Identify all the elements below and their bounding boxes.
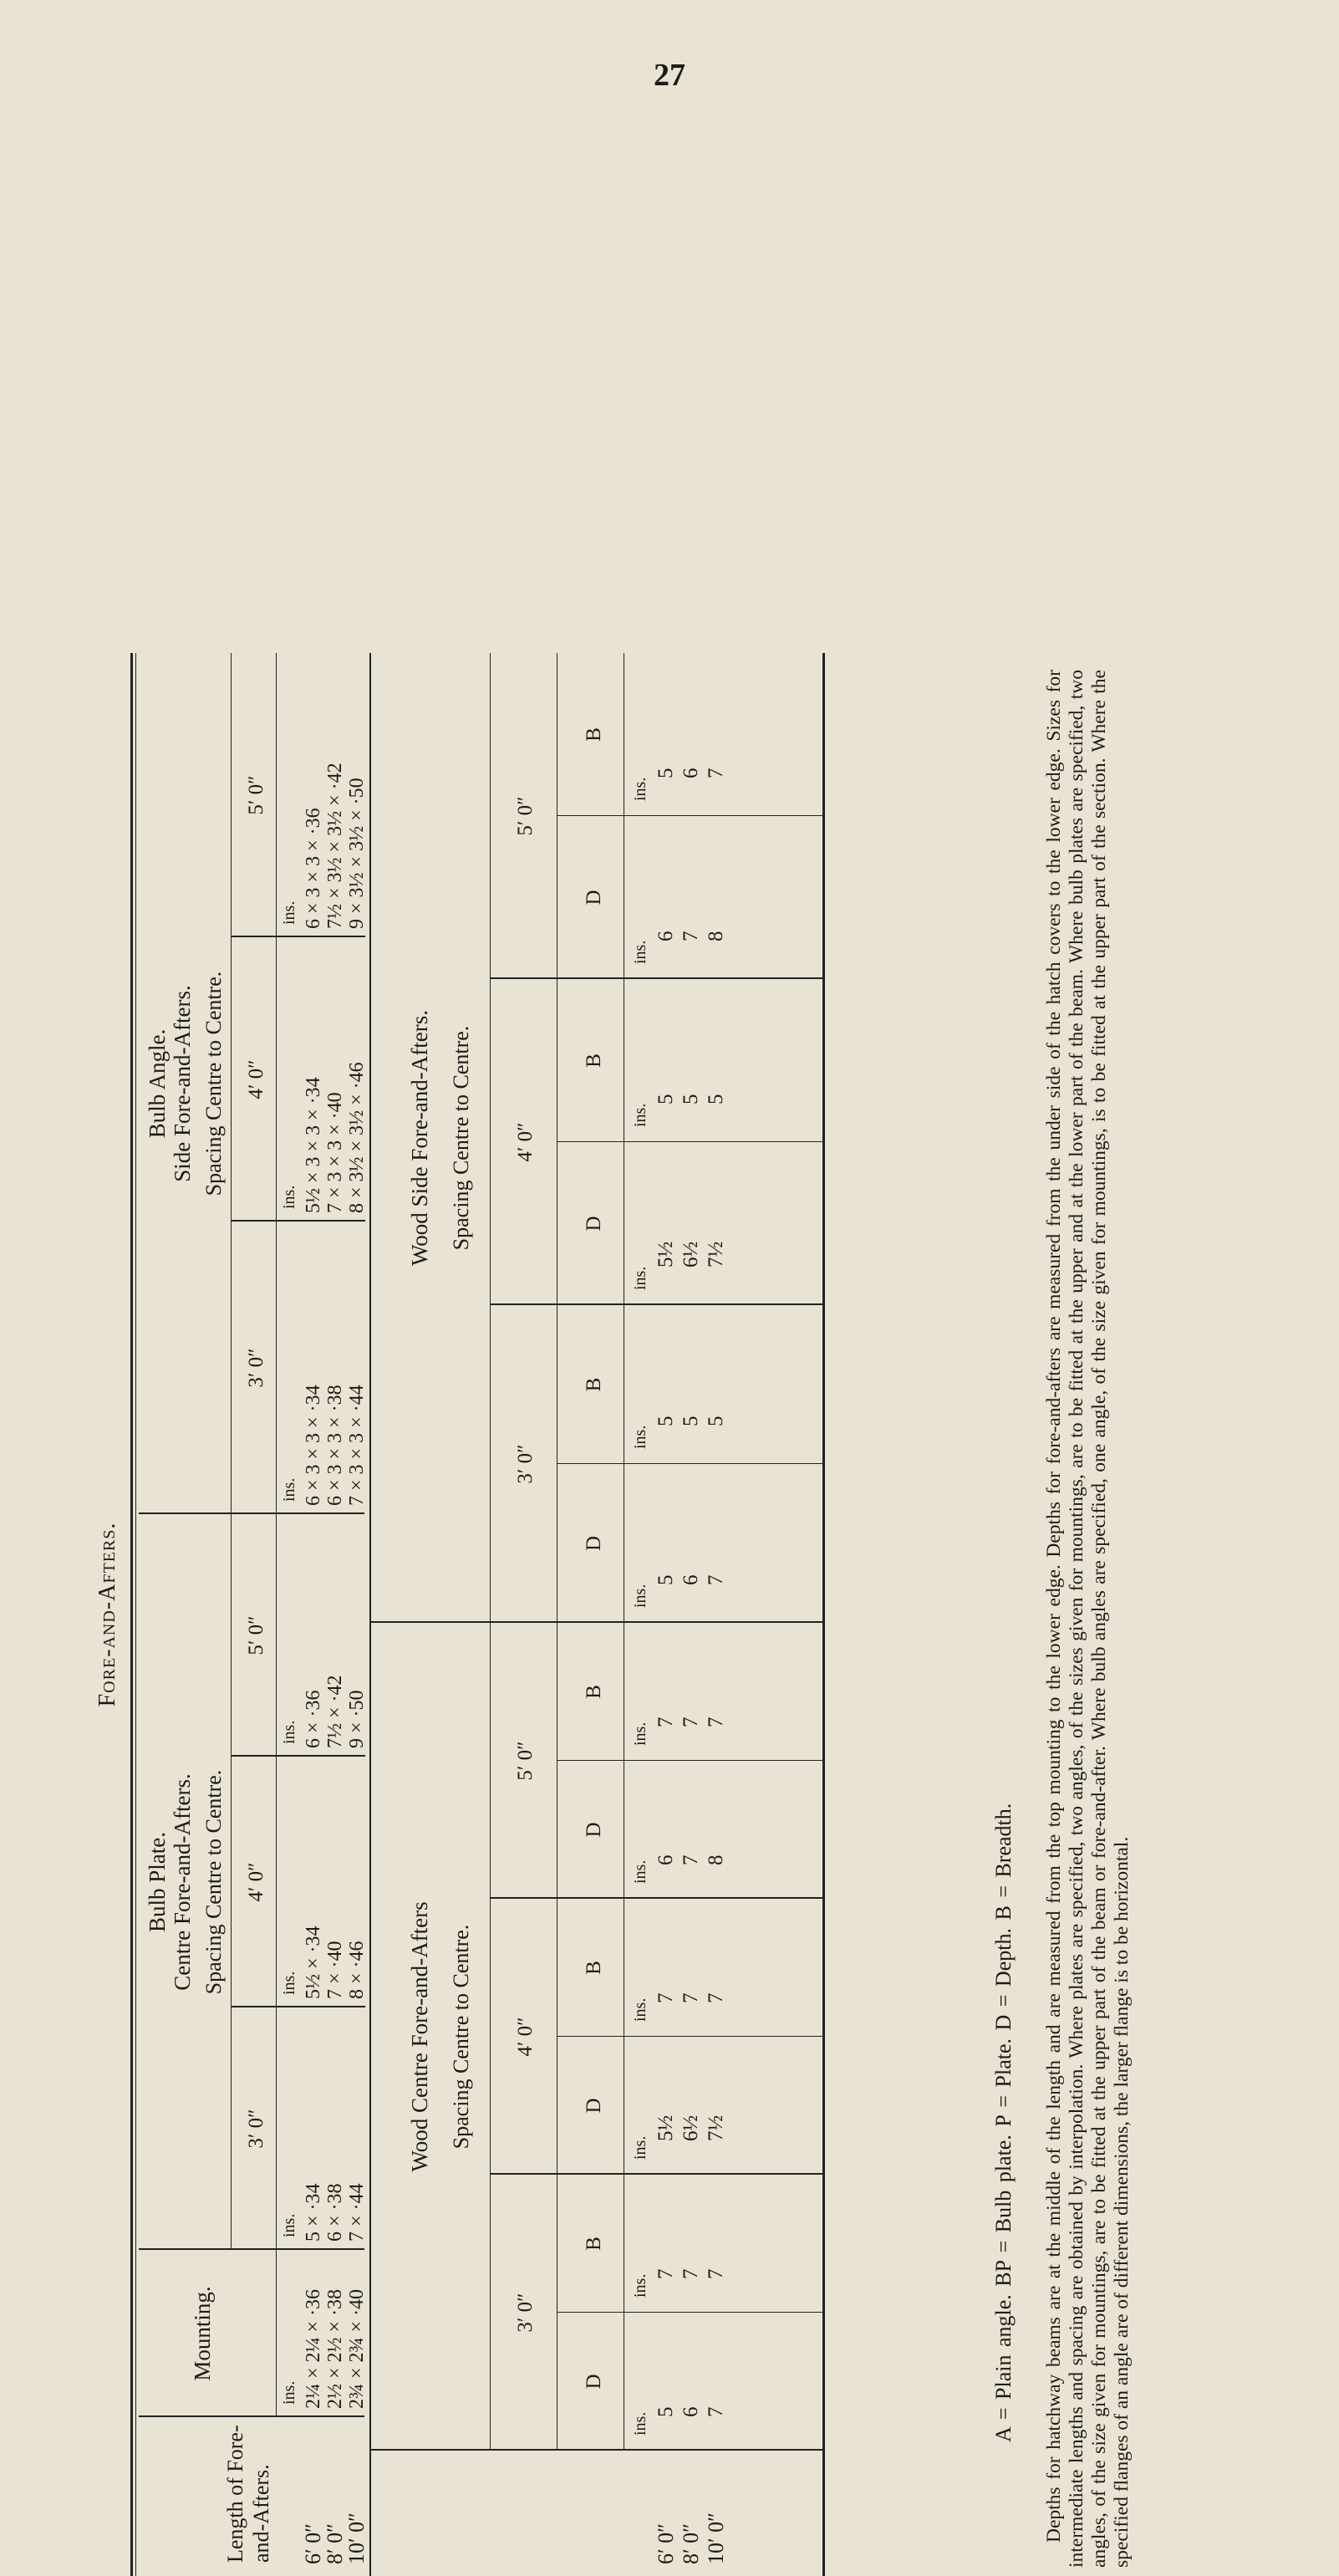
breadth-header: B [583, 1961, 605, 1975]
spacing-header: Spacing Centre to Centre. [449, 1924, 473, 2150]
ws3-b [654, 1416, 729, 1427]
units: ins. [280, 2213, 298, 2237]
cell: 2½ × 2½ × ·38 [324, 2288, 346, 2409]
cell: 7½ × ·42 [324, 1675, 346, 1748]
length-value: 8′ 0″ [323, 2522, 347, 2564]
cell: 2¼ × 2¼ × ·36 [303, 2288, 324, 2409]
spacing-5ft: 5′ 0″ [514, 1741, 537, 1781]
table-title: Fore-and-Afters. [94, 1522, 120, 1707]
cell: 7 × ·44 [346, 2183, 368, 2242]
cell: 5 [680, 1416, 702, 1426]
spacing-3ft: 3′ 0″ [514, 1444, 537, 1484]
spacing-4ft: 4′ 0″ [514, 2017, 537, 2057]
depth-header: D [583, 890, 605, 905]
mounting-header: Mounting. [190, 2286, 215, 2381]
cell: 8 [705, 931, 727, 941]
breadth-header: B [583, 1685, 605, 1699]
cell: 6 [680, 1574, 702, 1585]
units: ins. [280, 1185, 298, 1209]
spacing-header: Spacing Centre to Centre. [201, 1769, 226, 1995]
rule [231, 653, 232, 2250]
cell: 8 × ·46 [346, 1941, 368, 1999]
table-bottom-rule [822, 653, 825, 2576]
cell: 7½ × 3½ × 3½ × ·42 [324, 763, 346, 929]
cell: 5 × ·34 [303, 2183, 324, 2242]
cell: 6 × ·38 [324, 2183, 346, 2242]
divider [491, 977, 822, 979]
units: ins. [631, 2411, 649, 2436]
cell: 7 [705, 2268, 727, 2279]
wc5-d [654, 1855, 729, 1866]
length-value: 10′ 0″ [344, 2512, 369, 2564]
ws5-b [654, 768, 729, 779]
units: ins. [631, 940, 649, 964]
bulb-plate-5ft-column [303, 1675, 368, 1748]
cell: 5 [654, 1416, 677, 1426]
rotated-table-block [89, 653, 1250, 2576]
length-value: 10′ 0″ [704, 2512, 728, 2564]
breadth-header: B [583, 2237, 605, 2251]
cell: 7 [680, 1854, 702, 1865]
table-bottom-rule [369, 653, 371, 2576]
cell: 5½ × 3 × 3 × ·34 [303, 1077, 324, 1213]
cell: 7 [680, 931, 702, 941]
cell: 7 [654, 1992, 677, 2003]
cell: 6 × ·36 [303, 1690, 324, 1748]
bulb-angle-3ft-column [303, 1385, 368, 1506]
units: ins. [631, 1425, 649, 1449]
cell: 7 [654, 2268, 677, 2279]
spacing-3ft: 3′ 0″ [514, 2293, 537, 2333]
units: ins. [631, 1103, 649, 1127]
depth-header: D [583, 1216, 605, 1232]
cell: 9 × 3½ × 3½ × ·50 [346, 778, 368, 929]
cell: 7½ [705, 1241, 727, 1268]
units: ins. [280, 1720, 298, 1744]
units: ins. [631, 777, 649, 801]
divider [139, 2415, 364, 2417]
cell: 7 × 3 × 3 × ·44 [346, 1385, 368, 1506]
bulb-plate-4ft-column [303, 1926, 368, 1999]
cell: 6 [680, 2406, 702, 2417]
cell: 2¾ × 2¾ × ·40 [346, 2288, 368, 2409]
wc3-b [654, 2269, 729, 2280]
cell: 7 [680, 2268, 702, 2279]
ws4-b [654, 1094, 729, 1105]
cell: 7½ [705, 2114, 727, 2141]
cell: 7 [680, 1716, 702, 1727]
cell: 5 [654, 1094, 677, 1104]
wood-side-header: Wood Side Fore-and-Afters. [407, 1010, 432, 1267]
units: ins. [280, 2380, 298, 2405]
wood-centre-header: Wood Centre Fore-and-Afters [407, 1901, 432, 2172]
spacing-4ft: 4′ 0″ [245, 1059, 267, 1099]
bulb-plate-header: Bulb Plate. [145, 1832, 170, 1932]
depth-header: D [583, 2098, 605, 2114]
breadth-header: B [583, 727, 605, 742]
spacing-3ft: 3′ 0″ [245, 1348, 267, 1388]
rule [490, 653, 491, 2451]
wc5-b [654, 1717, 729, 1728]
depth-header: D [583, 1822, 605, 1838]
mounting-column [303, 2289, 368, 2409]
cell: 7 [654, 1716, 677, 1727]
table-top-rule [130, 653, 133, 2576]
cell: 5 [705, 1094, 727, 1104]
cell: 9 × ·50 [346, 1690, 368, 1748]
units: ins. [631, 1997, 649, 2022]
units: ins. [631, 1859, 649, 1884]
length-value: 6′ 0″ [654, 2522, 678, 2564]
cell: 8 [705, 1854, 727, 1865]
centre-faa-header: Centre Fore-and-Afters. [170, 1773, 195, 1991]
bulb-angle-header: Bulb Angle. [145, 1028, 170, 1139]
legend: A = Plain angle. BP = Bulb plate. P = Plate. D = Depth. B = Breadth. [991, 1803, 1016, 2442]
cell: 5 [680, 1094, 702, 1104]
cell: 7 [705, 768, 727, 778]
cell: 7 [705, 1574, 727, 1585]
spacing-header: Spacing Centre to Centre. [201, 971, 226, 1196]
ws5-d [654, 931, 729, 942]
bulb-angle-5ft-column [303, 763, 368, 929]
bulb-plate-3ft-column [303, 2183, 368, 2242]
units: ins. [631, 1584, 649, 1608]
cell: 5 [654, 768, 677, 778]
divider [491, 1303, 822, 1305]
wc3-d [654, 2407, 729, 2418]
cell: 5 [705, 1416, 727, 1426]
cell: 6 [654, 1854, 677, 1865]
cell: 8 × 3½ × 3½ × ·46 [346, 1062, 368, 1213]
spacing-header: Spacing Centre to Centre. [449, 1025, 473, 1251]
cell: 7 [680, 1992, 702, 2003]
length-header: Length of Fore-and-Afters. [223, 2425, 274, 2563]
units: ins. [280, 1971, 298, 1995]
units: ins. [280, 1477, 298, 1502]
depth-header: D [583, 1535, 605, 1552]
cell: 6 × 3 × 3 × ·38 [324, 1385, 346, 1506]
rule [276, 653, 277, 2417]
footnote: Depths for hatchway beams are at the middle of the length and are measured from the top mounting to the lower edge. Depths for fore-and-afters are measured from the under side of the hatch covers to the lower edge. Sizes for intermediate lengths and spacing are obtained by interpolation. Where plates are specified, two angles, of the sizes given for mountings, are to be fitted at the upper and at the lower part of the beam. Where bulb plates are specified, two angles, of the size given for mountings, are to be fitted at the upper part of the beam or fore-and-after. Where bulb angles are specified, one angle, of the size given for mountings, is to be fitted at the upper part of the section. Where the specified flanges of an angle are of different dimensions, the larger flange is to be horizontal. [1043, 670, 1133, 2568]
cell: 5½ [654, 1241, 677, 1268]
cell: 6½ [680, 2114, 702, 2141]
spacing-5ft: 5′ 0″ [514, 796, 537, 836]
length-value: 6′ 0″ [301, 2522, 325, 2564]
cell: 6 [680, 768, 702, 778]
wc4-b [654, 1993, 729, 2004]
length-column [654, 2512, 729, 2564]
ws4-d [654, 1242, 729, 1268]
spacing-3ft: 3′ 0″ [245, 2109, 267, 2149]
cell: 6 × 3 × 3 × ·36 [303, 808, 324, 929]
units: ins. [631, 2135, 649, 2160]
cell: 5½ [654, 2114, 677, 2141]
breadth-header: B [583, 1377, 605, 1392]
cell: 5½ × ·34 [303, 1926, 324, 1999]
side-faa-header: Side Fore-and-Afters. [170, 985, 195, 1182]
cell: 7 × ·40 [324, 1941, 346, 1999]
divider [491, 1897, 822, 1899]
wc4-d [654, 2115, 729, 2141]
units: ins. [631, 2273, 649, 2298]
cell: 5 [654, 2406, 677, 2417]
spacing-5ft: 5′ 0″ [245, 775, 267, 815]
breadth-header: B [583, 1053, 605, 1068]
divider [491, 2173, 822, 2175]
cell: 7 [705, 1716, 727, 1727]
units: ins. [631, 1722, 649, 1746]
units: ins. [280, 900, 298, 925]
page-number: 27 [654, 58, 685, 93]
units: ins. [631, 1266, 649, 1290]
cell: 6 [654, 931, 677, 941]
spacing-5ft: 5′ 0″ [245, 1615, 267, 1655]
spacing-4ft: 4′ 0″ [245, 1862, 267, 1902]
table-top-rule-inner [135, 653, 136, 2576]
cell: 7 × 3 × 3 × ·40 [324, 1092, 346, 1213]
cell: 6½ [680, 1241, 702, 1268]
ws3-d [654, 1575, 729, 1586]
bulb-angle-4ft-column [303, 1062, 368, 1213]
depth-header: D [583, 2374, 605, 2390]
cell: 5 [654, 1574, 677, 1585]
cell: 7 [705, 1992, 727, 2003]
spacing-4ft: 4′ 0″ [514, 1122, 537, 1162]
cell: 7 [705, 2406, 727, 2417]
cell: 6 × 3 × 3 × ·34 [303, 1385, 324, 1506]
length-value: 8′ 0″ [679, 2522, 703, 2564]
